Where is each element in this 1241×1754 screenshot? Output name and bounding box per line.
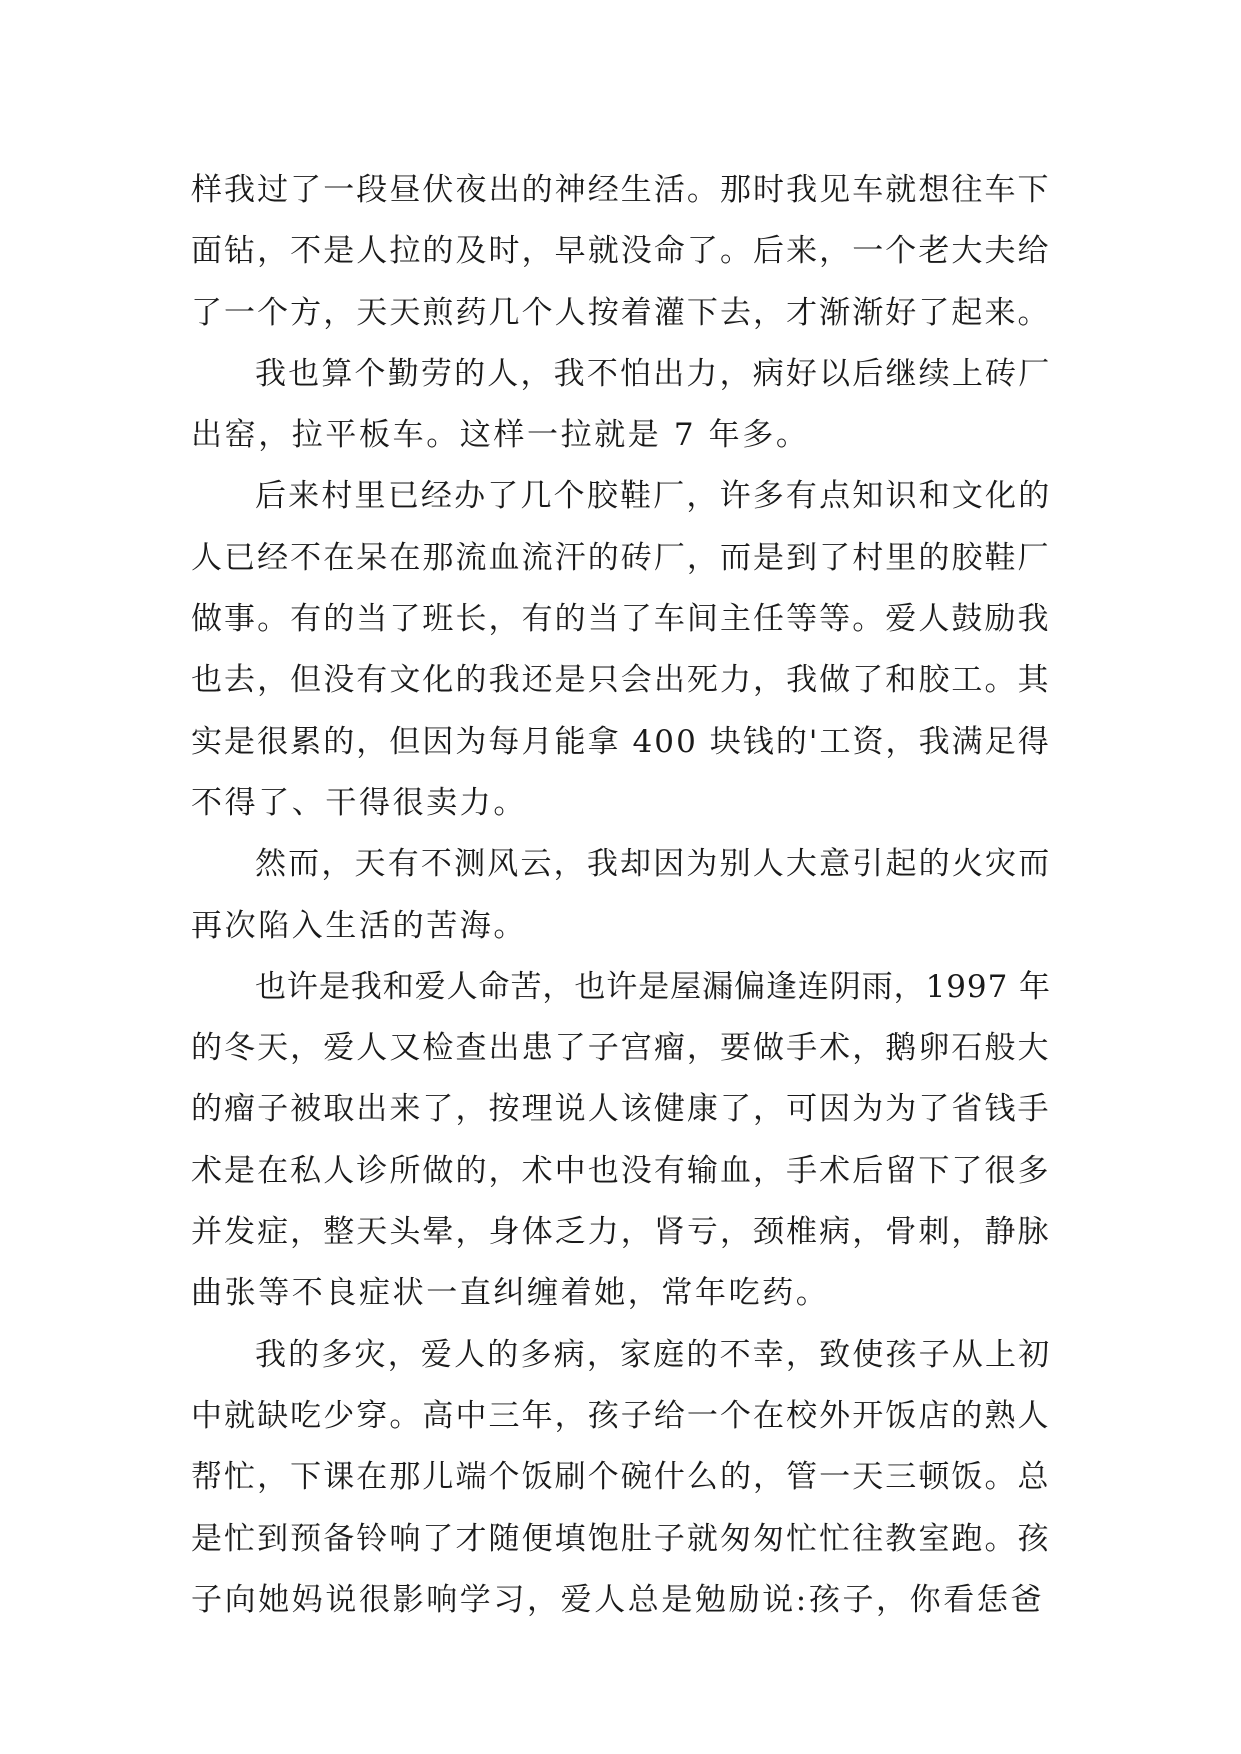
text-line: 的瘤子被取出来了，按理说人该健康了，可因为为了省钱手	[191, 1091, 1051, 1128]
text-line: 子向她妈说很影响学习，爱人总是勉励说:孩子，你看恁爸	[191, 1581, 1045, 1618]
text-line: 的冬天，爱人又检查出患了子宫瘤，要做手术，鹅卵石般大	[191, 1030, 1051, 1067]
text-line: 不得了、干得很卖力。	[191, 784, 527, 821]
text-line: 样我过了一段昼伏夜出的神经生活。那时我见车就想往车下	[191, 172, 1051, 208]
text-line: 出窑，拉平板车。这样一拉就是 7 年多。	[191, 417, 810, 454]
text-line: 然而，天有不测风云，我却因为别人大意引起的火灾而	[255, 846, 1052, 883]
text-line: 做事。有的当了班长，有的当了车间主任等等。爱人鼓励我	[191, 601, 1051, 638]
text-line: 面钻，不是人拉的及时，早就没命了。后来，一个老大夫给	[191, 233, 1051, 270]
text-line: 我的多灾，爱人的多病，家庭的不幸，致使孩子从上初	[255, 1336, 1052, 1373]
text-line: 并发症，整天头晕，身体乏力，肾亏，颈椎病，骨刺，静脉	[191, 1214, 1051, 1251]
text-line: 是忙到预备铃响了才随便填饱肚子就匆匆忙忙往教室跑。孩	[191, 1520, 1051, 1557]
text-line: 实是很累的，但因为每月能拿 400 块钱的'工资，我满足得	[191, 723, 1051, 760]
text-line: 也去，但没有文化的我还是只会出死力，我做了和胶工。其	[191, 662, 1051, 699]
text-line: 了一个方，天天煎药几个人按着灌下去，才渐渐好了起来。	[191, 294, 1051, 331]
text-line: 后来村里已经办了几个胶鞋厂，许多有点知识和文化的	[255, 478, 1052, 515]
text-line: 我也算个勤劳的人，我不怕出力，病好以后继续上砖厂	[255, 355, 1052, 392]
text-line: 曲张等不良症状一直纠缠着她，常年吃药。	[191, 1275, 830, 1312]
body-text	[191, 160, 1051, 1631]
text-line: 再次陷入生活的苦海。	[191, 907, 527, 944]
text-line: 也许是我和爱人命苦，也许是屋漏偏逢连阴雨，1997 年	[255, 968, 1051, 1005]
text-line: 人已经不在呆在那流血流汗的砖厂，而是到了村里的胶鞋厂	[191, 539, 1051, 576]
text-line: 术是在私人诊所做的，术中也没有输血，手术后留下了很多	[191, 1152, 1051, 1189]
text-line: 中就缺吃少穿。高中三年，孩子给一个在校外开饭店的熟人	[191, 1397, 1051, 1434]
text-line: 帮忙，下课在那儿端个饭刷个碗什么的，管一天三顿饭。总	[191, 1459, 1051, 1496]
